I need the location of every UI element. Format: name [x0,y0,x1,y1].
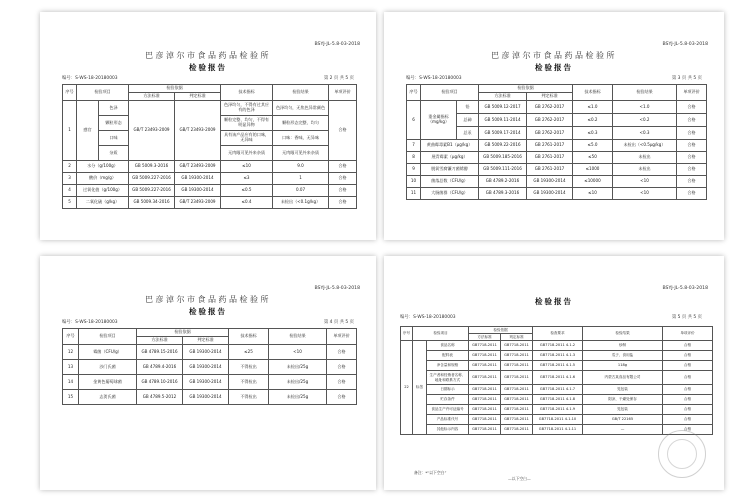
eval-cell: 合格 [677,152,707,164]
method-cell: GB7718-2011 [469,361,501,371]
eval-cell: 合格 [327,375,357,390]
eval-cell: 合格 [329,161,357,173]
item-cell: 食品生产许可证编号 [427,405,469,415]
report-page-3 [384,12,724,240]
method-cell: GB 5009.11-2014 [479,114,527,127]
req-cell: ≤50 [573,152,613,164]
report-page-5 [384,256,724,490]
item-cell: 黄曲霉毒素B1（μg/kg） [421,140,479,152]
req-cell: 不得检出 [229,375,269,390]
seq-cell: 10 [407,176,421,188]
judge-cell: GB 2762-2017 [527,101,573,114]
eval-cell: 合格 [663,341,713,351]
item-cell: 生产者和经销者名称、地址和联系方式 [427,371,469,385]
req-cell: 不得检出 [229,390,269,405]
eval-cell: 合格 [663,351,713,361]
item-cell: 重金属指标（mg/kg） [421,101,457,140]
report-title: 检验报告 [535,297,573,306]
item-cell: 二氧化硫（g/kg） [77,197,129,209]
method-cell: GB 4789.3-2016 [479,188,527,200]
judge-cell: GB/T 23493-2009 [175,197,221,209]
req-cell: 色泽均匀，不得有过其应有的色泽 [221,101,273,116]
result-cell: <10 [269,345,327,360]
result-cell: 口味：香味，无异味 [273,131,329,146]
judge-cell: GB 19300-2014 [183,360,229,375]
req-cell: ≤25 [229,345,269,360]
req-cell: 无肉眼可见外来杂质 [221,146,273,161]
org-name: 巴彦淖尔市食品药品检验所 [491,51,617,60]
h-req: 技术指标 [221,85,273,101]
h-result: 检验结果 [273,85,329,101]
req-cell: 不得检出 [229,360,269,375]
judge-cell: GB 19300-2014 [183,375,229,390]
judge-cell: GB7718-2011 [501,371,533,385]
seq-cell: 4 [63,185,77,197]
req-cell: ≤0.5 [221,185,273,197]
judge-cell: GB/T 23493-2009 [175,161,221,173]
h-req: 技术指标 [229,329,269,345]
h-basis: 检验依据 [469,327,533,334]
result-cell: 0.07 [273,185,329,197]
req-cell: ≤1000 [573,164,613,176]
report-number: 编号：S-WS-18-20180003 [62,320,118,325]
result-cell: — [583,425,663,435]
report-page-2 [40,12,376,240]
report-number: 编号：S-WS-18-20180003 [62,76,118,81]
result-cell: 瓜子、食用盐 [583,351,663,361]
req-cell: ≤1.0 [573,101,613,114]
eval-cell: 合格 [329,101,357,161]
result-cell: 118g [583,361,663,371]
result-cell: GB/T 22165 [583,415,663,425]
seq-cell: 3 [63,173,77,185]
eval-cell: 合格 [663,371,713,385]
label-check-table [400,326,713,435]
method-cell: GB 4789.2-2016 [479,176,527,188]
method-cell: GB7718-2011 [469,371,501,385]
check-cell: GB7718-2011 4.1.2 [533,341,583,351]
judge-cell: GB 2761-2017 [527,140,573,152]
result-cell: 色泽均匀，无焦色异常颜色 [273,101,329,116]
result-cell: 未检出（<0.5μg/kg） [613,140,677,152]
h-item: 检验项目 [421,85,479,101]
doc-code: BSYJ-JL-5.8-03-2018 [314,42,360,47]
judge-cell: GB 19300-2014 [527,188,573,200]
item-cell: 日期标示 [427,385,469,395]
sub-item-cell: 颗粒形态 [99,116,129,131]
doc-code: BSYJ-JL-5.8-03-2018 [662,286,708,291]
result-cell: 未检出 [613,164,677,176]
seq-cell: 9 [407,164,421,176]
eval-cell: 合格 [327,360,357,375]
h-judge: 判定标准 [501,334,533,341]
method-cell: GB 4789.10-2016 [137,375,183,390]
result-table [62,328,357,405]
item-cell: 感官 [77,101,99,161]
h-item: 检验项目 [77,85,129,101]
sub-item-cell: 杂质 [99,146,129,161]
h-basis: 检验依据 [137,329,229,337]
eval-cell: 合格 [663,415,713,425]
seq-cell: 8 [407,152,421,164]
h-judge: 判定标准 [527,93,573,101]
report-title: 检验报告 [535,63,573,72]
method-cell: GB 5009.34-2016 [129,197,175,209]
result-cell: 见包装 [583,385,663,395]
sub-item-cell: 总砷 [457,114,479,127]
sub-item-cell: 总汞 [457,127,479,140]
judge-cell: GB 19300-2014 [175,173,221,185]
seq-cell: 11 [407,188,421,200]
sub-item-cell: 铅 [457,101,479,114]
check-cell: GB7718-2011 4.1.7 [533,385,583,395]
eval-cell: 合格 [663,361,713,371]
report-number: 编号：S-WS-18-20180003 [406,76,462,81]
eval-cell: 合格 [329,197,357,209]
page-number: 第 3 页 共 5 页 [671,76,702,81]
official-seal [658,430,706,478]
result-table [62,84,357,209]
result-cell: 1 [273,173,329,185]
judge-cell: GB 19300-2014 [175,185,221,197]
h-seq: 序号 [63,329,79,345]
req-cell: ≤3 [221,173,273,185]
h-basis: 检验依据 [129,85,221,93]
result-cell: 未检出/25g [269,360,327,375]
item-cell: 其他标示内容 [427,425,469,435]
item-cell: 贮存条件 [427,395,469,405]
h-single: 单项评价 [327,329,357,345]
req-cell: ≤0.2 [573,114,613,127]
h-judge: 判定标准 [175,93,221,101]
method-cell: GB 5009.227-2016 [129,173,175,185]
doc-code: BSYJ-JL-5.8-03-2018 [314,286,360,291]
page-number: 第 4 页 共 5 页 [323,320,354,325]
judge-cell: GB7718-2011 [501,425,533,435]
h-method: 方法标准 [469,334,501,341]
method-cell: GB 5009.227-2016 [129,185,175,197]
seq-cell: 7 [407,140,421,152]
eval-cell: 合格 [677,114,707,127]
item-cell: 大肠菌群（CFU/g） [421,188,479,200]
eval-cell: 合格 [327,345,357,360]
check-cell: GB7718-2011 4.1.6 [533,371,583,385]
check-cell: GB7718-2011 4.1.5 [533,361,583,371]
judge-cell: GB 19300-2014 [527,176,573,188]
remark-note: 备注：*“以下空白” [414,470,447,475]
seq-cell: 14 [63,375,79,390]
eval-cell: 合格 [663,395,713,405]
org-name: 巴彦淖尔市食品药品检验所 [145,51,271,60]
judge-cell: GB 19300-2014 [183,345,229,360]
end-marker: —以下空白— [508,476,531,481]
eval-cell: 合格 [677,176,707,188]
req-cell: ≤5.0 [573,140,613,152]
result-cell: <0.3 [613,127,677,140]
judge-cell: GB7718-2011 [501,415,533,425]
judge-cell: GB7718-2011 [501,405,533,415]
eval-cell: 合格 [677,164,707,176]
seq-cell: 2 [63,161,77,173]
method-cell: GB 5009.12-2017 [479,101,527,114]
seq-cell: 13 [63,360,79,375]
result-cell: <10 [613,176,677,188]
item-cell: 酸价（mg/g） [77,173,129,185]
req-cell: ≤0.4 [221,197,273,209]
method-cell: GB7718-2011 [469,341,501,351]
eval-cell: 合格 [677,101,707,114]
h-method: 方法标准 [137,337,183,345]
method-cell: GB 5009.22-2016 [479,140,527,152]
sub-item-cell: 色泽 [99,101,129,116]
eval-cell: 合格 [329,173,357,185]
seq-cell: 1 [63,101,77,161]
method-cell: GB 4789.15-2016 [137,345,183,360]
method-cell: GB7718-2011 [469,415,501,425]
req-cell: ≤10 [573,188,613,200]
item-cell: 净含量和规格 [427,361,469,371]
page-number: 第 5 页 共 5 页 [671,315,702,320]
method-cell: GB/T 23493-2009 [129,101,175,161]
seq-cell: 5 [63,197,77,209]
seq-cell: 12 [63,345,79,360]
check-cell: GB7718-2011 4.1.11 [533,425,583,435]
judge-cell: GB 19300-2014 [183,390,229,405]
item-cell: 金黄色葡萄球菌 [79,375,137,390]
check-cell: GB7718-2011 4.1.9 [533,405,583,415]
h-item: 检验项目 [79,329,137,345]
method-cell: GB7718-2011 [469,405,501,415]
judge-cell: GB 2761-2017 [527,164,573,176]
result-cell: 炒制 [583,341,663,351]
result-cell: <0.2 [613,114,677,127]
item-cell: 志贺氏菌 [79,390,137,405]
sub-item-cell: 口味 [99,131,129,146]
judge-cell: GB/T 23493-2009 [175,101,221,161]
h-single: 单项评价 [663,327,713,341]
h-method: 方法标准 [479,93,527,101]
report-number: 编号：S-WS-18-20180003 [400,315,456,320]
eval-cell: 合格 [663,385,713,395]
item-cell: 产品标准代号 [427,415,469,425]
method-cell: GB7718-2011 [469,425,501,435]
seq-cell: 22 [401,341,413,435]
item-cell: 菌落总数（CFU/g） [421,176,479,188]
h-method: 方法标准 [129,93,175,101]
req-cell: ≤10000 [573,176,613,188]
method-cell: GB7718-2011 [469,351,501,361]
eval-cell: 合格 [677,188,707,200]
h-check: 检查要求 [533,327,583,341]
judge-cell: GB7718-2011 [501,395,533,405]
method-cell: GB 4789.5-2012 [137,390,183,405]
h-single: 单项评价 [329,85,357,101]
item-cell: 沙门氏菌 [79,360,137,375]
page-number: 第 2 页 共 5 页 [323,76,354,81]
item-cell: 食品名称 [427,341,469,351]
judge-cell: GB7718-2011 [501,351,533,361]
eval-cell: 合格 [663,425,713,435]
check-cell: GB7718-2011 4.1.3 [533,351,583,361]
h-item: 检验项目 [413,327,469,341]
method-cell: GB 4789.4-2016 [137,360,183,375]
group-cell: 标签 [413,341,427,435]
result-cell: 未检出 [613,152,677,164]
item-cell: 霉菌（CFU/g） [79,345,137,360]
eval-cell: 合格 [677,127,707,140]
h-result: 检验结果 [583,327,663,341]
h-seq: 序号 [401,327,413,341]
result-cell: 未检出（<0.1g/kg） [273,197,329,209]
h-seq: 序号 [63,85,77,101]
result-cell: 无肉眼可见外来杂质 [273,146,329,161]
method-cell: GB 5009.111-2016 [479,164,527,176]
eval-cell: 合格 [663,405,713,415]
seq-cell: 6 [407,101,421,140]
result-cell: 阴凉、干燥处保存 [583,395,663,405]
item-cell: 配料表 [427,351,469,361]
method-cell: GB 5009.185-2016 [479,152,527,164]
method-cell: GB 5009.17-2014 [479,127,527,140]
judge-cell: GB 2762-2017 [527,114,573,127]
req-cell: ≤10 [221,161,273,173]
check-cell: GB7718-2011 4.1.10 [533,415,583,425]
judge-cell: GB7718-2011 [501,361,533,371]
item-cell: 水分（g/100g） [77,161,129,173]
method-cell: GB7718-2011 [469,395,501,405]
eval-cell: 合格 [677,140,707,152]
report-title: 检验报告 [189,307,227,316]
result-cell: <1.0 [613,101,677,114]
req-cell: ≤0.3 [573,127,613,140]
item-cell: 脱氧雪腐镰刀菌烯醇 [421,164,479,176]
report-title: 检验报告 [189,63,227,72]
h-result: 检验结果 [269,329,327,345]
judge-cell: GB7718-2011 [501,341,533,351]
result-cell: 未检出/25g [269,390,327,405]
result-cell: 颗粒形态完整、均匀 [273,116,329,131]
eval-cell: 合格 [329,185,357,197]
result-cell: <10 [613,188,677,200]
result-cell: 见包装 [583,405,663,415]
method-cell: GB7718-2011 [469,385,501,395]
result-cell: 内蒙古某食品有限公司 [583,371,663,385]
h-result: 检验结果 [613,85,677,101]
eval-cell: 合格 [327,390,357,405]
judge-cell: GB 2761-2017 [527,152,573,164]
org-name: 巴彦淖尔市食品药品检验所 [145,295,271,304]
req-cell: 颗粒完整、均匀，不得有明显异物 [221,116,273,131]
report-page-4 [40,256,376,490]
result-table [406,84,707,200]
method-cell: GB 5009.3-2016 [129,161,175,173]
result-cell: 未检出/25g [269,375,327,390]
judge-cell: GB7718-2011 [501,385,533,395]
h-basis: 检验依据 [479,85,573,93]
item-cell: 过氧化值（g/100g） [77,185,129,197]
result-cell: 9.0 [273,161,329,173]
doc-code: BSYJ-JL-5.8-03-2018 [662,42,708,47]
req-cell: 具有该产品应有的口味，无异味 [221,131,273,146]
item-cell: 展青霉素（μg/kg） [421,152,479,164]
check-cell: GB7718-2011 4.1.8 [533,395,583,405]
h-req: 技术指标 [573,85,613,101]
h-judge: 判定标准 [183,337,229,345]
judge-cell: GB 2762-2017 [527,127,573,140]
seq-cell: 15 [63,390,79,405]
h-seq: 序号 [407,85,421,101]
h-single: 单项评价 [677,85,707,101]
